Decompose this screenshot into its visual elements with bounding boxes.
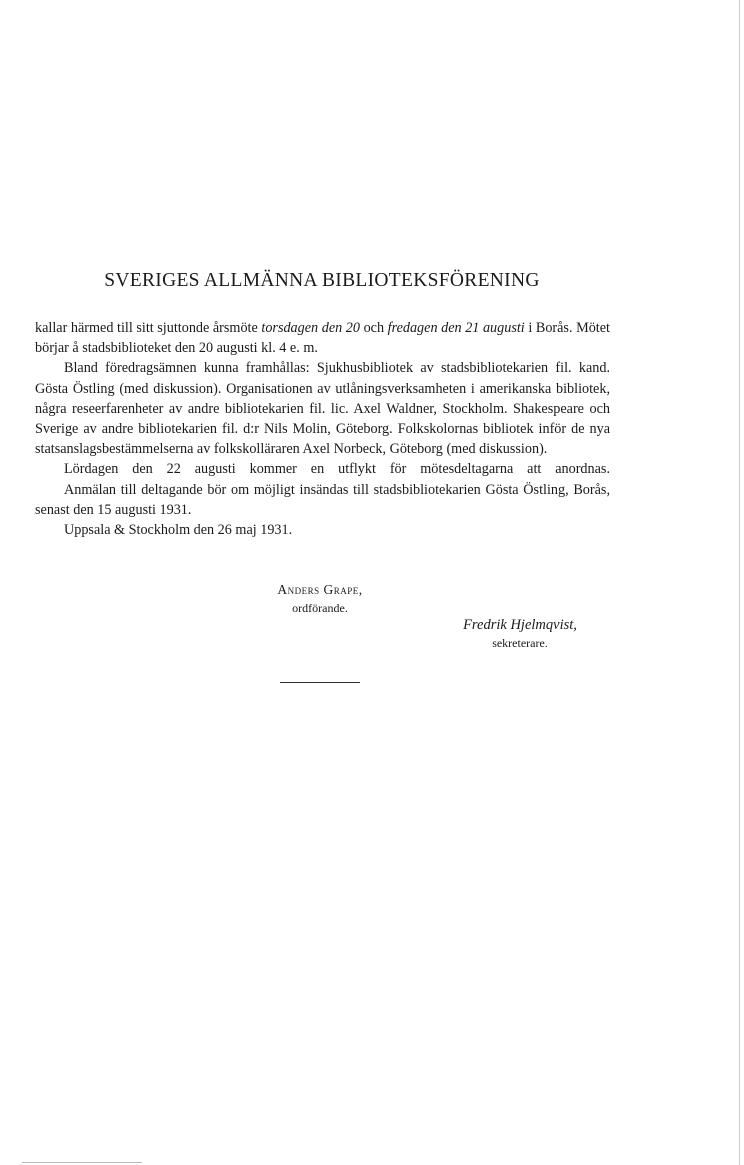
invitation-date-1: torsdagen den 20 [261, 320, 360, 336]
invitation-date-2: fredagen den 21 augusti [387, 320, 525, 336]
signature-chairman [240, 581, 400, 617]
paragraph-invitation [35, 318, 610, 358]
paragraph-registration: Anmälan till deltagande bör om möjligt insändas till stadsbibliotekarien Gösta Östling, Borås, senast den 15 augusti 1931. [35, 481, 610, 518]
invitation-text-2: och [359, 320, 388, 336]
chairman-name: Anders Grape, [277, 582, 363, 597]
secretary-name: Fredrik Hjelmqvist, [463, 617, 577, 633]
paragraph-excursion: Lördagen den 22 augusti kommer en utflykt för mötesdeltagarna att anordnas. [64, 461, 610, 478]
paragraph-topics: Bland föredragsämnen kunna framhållas: Sjukhusbibliotek av stadsbibliotekarien fil. kand. Gösta Östling (med diskussion). Organisationen av utlåningsverksamheten i amerikanska bibliotek, några reseerfarenheter av andre bibliotekarien fil. lic. Axel Waldner, Stockholm. Shakespeare och Sverige av andre bibliotekarien fil. d:r Nils Molin, Göteborg. Folkskolornas bibliotek inför de nya statsanslagsbestämmelserna av folkskolläraren Axel Norbeck, Göteborg (med diskussion). [35, 360, 610, 458]
closing-rule [280, 682, 360, 683]
secretary-role: sekreterare. [492, 636, 548, 650]
page-heading: SVERIGES ALLMÄNNA BIBLIOTEKSFÖRENING [104, 270, 540, 291]
paragraph-place-date: Uppsala & Stockholm den 26 maj 1931. [64, 522, 293, 539]
invitation-text-1: kallar härmed till sitt sjuttonde årsmöte [35, 320, 262, 336]
body-text [35, 318, 610, 540]
chairman-role: ordförande. [292, 601, 348, 615]
page-edge-line [739, 0, 740, 1165]
footer-rule [22, 1162, 142, 1163]
invitation-text-3: i Borås. Mötet börjar å stadsbiblioteket den 20 augusti kl. 4 e. m. [35, 320, 610, 357]
signature-secretary [430, 616, 610, 652]
